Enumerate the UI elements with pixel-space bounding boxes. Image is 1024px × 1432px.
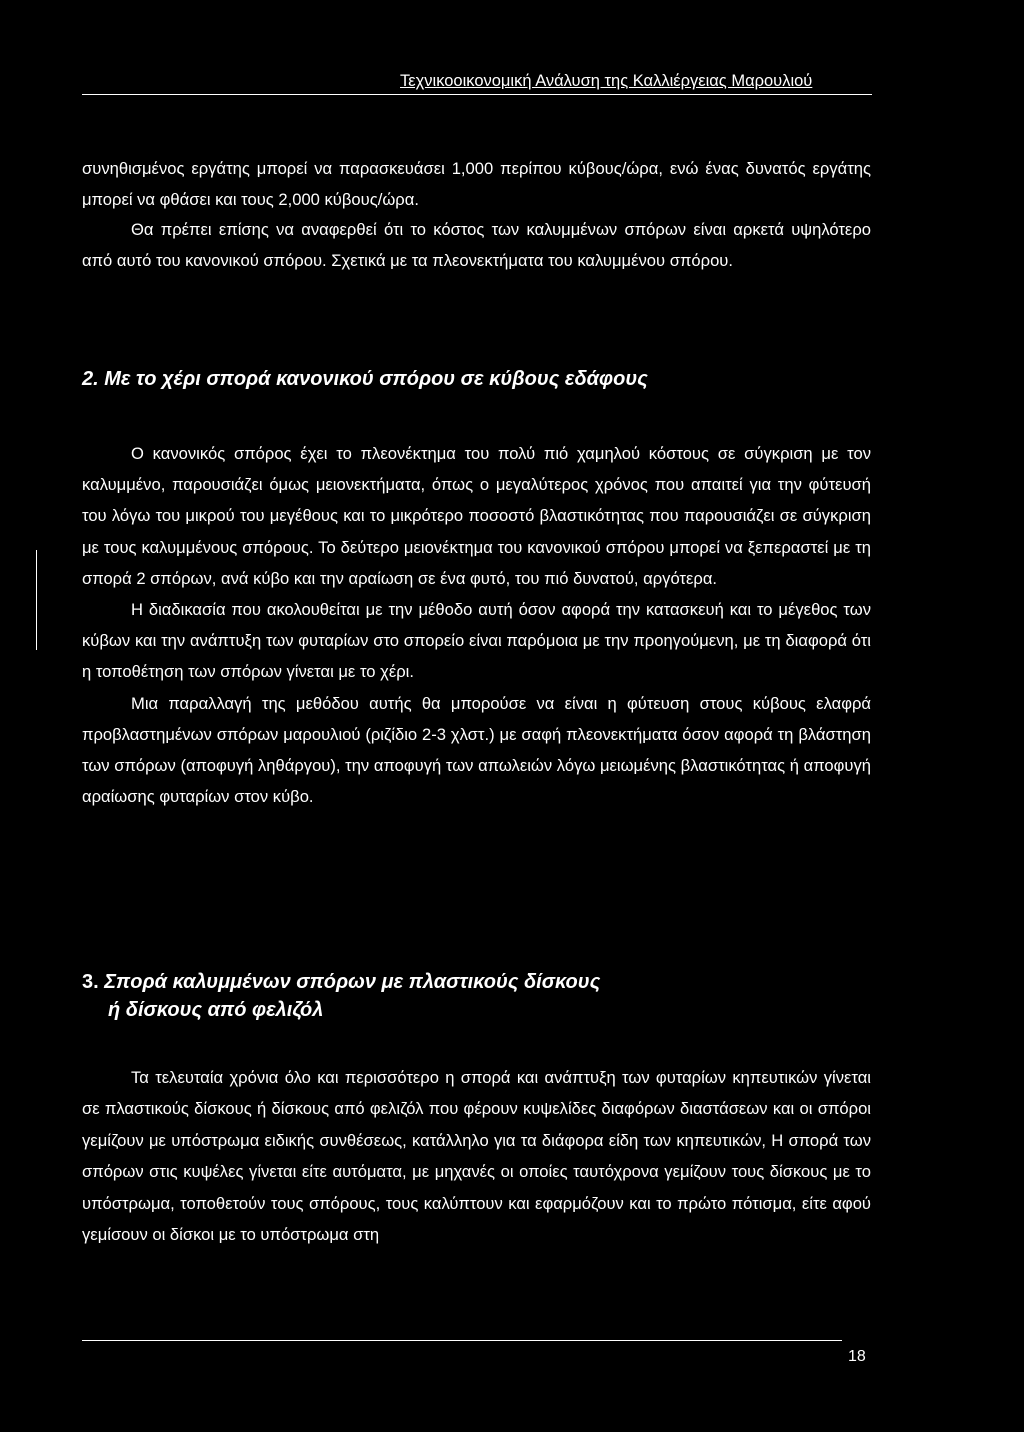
section-2-heading: 2. Με το χέρι σπορά κανονικού σπόρου σε κύβους εδάφους [82, 368, 648, 390]
section-2-text [82, 438, 871, 812]
section-2-paragraph-2: Η διαδικασία που ακολουθείται με την μέθοδο αυτή όσον αφορά την κατασκευή και το μέγεθος των κύβων και την ανάπτυξη των φυταρίων στο σπορείο είναι παρόμοια με την προηγούμενη, με τη διαφορά ότι η τοποθέτηση των σπόρων γίνεται με το χέρι. [82, 600, 871, 682]
section-3-title-1: Σπορά καλυμμένων σπόρων με πλαστικούς δίσκους [104, 971, 601, 993]
running-header: Τεχνικοοικονομική Ανάλυση της Καλλιέργειας Μαρουλιού [400, 72, 813, 90]
section-3-paragraph-1: Τα τελευταία χρόνια όλο και περισσότερο η σπορά και ανάπτυξη των φυταρίων κηπευτικών γίνεται σε πλαστικούς δίσκους ή δίσκους από φελιζόλ που φέρουν κυψελίδες διαφόρων διαστάσεων και οι σπόροι γεμίζουν με υπόστρωμα ειδικής συνθέσεως, κατάλληλο για τα διάφορα είδη των κηπευτικών, Η σπορά των σπόρων στις κυψέλες γίνεται είτε αυτόματα, με μηχανές οι οποίες ταυτόχρονα γεμίζουν τους δίσκους με το υπόστρωμα, τοποθετούν τους σπόρους, τους καλύπτουν και εφαρμόζουν και το πρώτο πότισμα, είτε αφού γεμίσουν οι δίσκοι με το υπόστρωμα στη [82, 1068, 871, 1245]
section-2-paragraph-3: Μια παραλλαγή της μεθόδου αυτής θα μπορούσε να είναι η φύτευση στους κύβους ελαφρά προβλαστημένων σπόρων μαρουλιού (ριζίδιο 2-3 χλστ.) με σαφή πλεονεκτήματα όσον αφορά τη βλάστηση των σπόρων (αποφυγή ληθάργου), την αποφυγή των απωλειών λόγω μειωμένης βλαστικότητας ή αποφυγή αραίωσης φυταρίων στον κύβο. [82, 693, 871, 807]
section-3-heading [82, 968, 600, 1024]
section-3-text [82, 1062, 871, 1250]
footer-rule [82, 1340, 842, 1341]
section-2-paragraph-1: Ο κανονικός σπόρος έχει το πλεονέκτημα του πολύ πιό χαμηλού κόστους σε σύγκριση με τον καλυμμένο, παρουσιάζει όμως μειονεκτήματα, όπως ο μεγαλύτερος χρόνος που απαιτεί για την φύτευσή του λόγω του μικρού του μεγέθους και το μικρότερο ποσοστό βλαστικότητας που παρουσιάζει σε σύγκριση με τους καλυμμένους σπόρους. Το δεύτερο μειονέκτημα του κανονικού σπόρου μπορεί να ξεπεραστεί με τη σπορά 2 σπόρων, ανά κύβο και την αραίωση σε ένα φυτό, του πιό δυνατού, αργότερα. [82, 444, 871, 588]
page-number: 18 [848, 1348, 866, 1365]
intro-paragraph-1: συνηθισμένος εργάτης μπορεί να παρασκευάσει 1,000 περίπου κύβους/ώρα, ενώ ένας δυνατός εργάτης μπορεί να φθάσει και τους 2,000 κύβους/ώρα. [82, 159, 871, 209]
section-3-number: 3. [82, 971, 99, 993]
section-3-heading-line-2: ή δίσκους από φελιζόλ [108, 999, 324, 1021]
margin-change-bar [36, 550, 37, 650]
header-rule [82, 94, 872, 95]
intro-paragraph-2: Θα πρέπει επίσης να αναφερθεί ότι το κόστος των καλυμμένων σπόρων είναι αρκετά υψηλότερο από αυτό του κανονικού σπόρου. Σχετικά με τα πλεονεκτήματα του καλυμμένου σπόρου. [82, 220, 871, 270]
section-3-heading-line-1 [82, 968, 600, 996]
intro-text [82, 154, 871, 276]
